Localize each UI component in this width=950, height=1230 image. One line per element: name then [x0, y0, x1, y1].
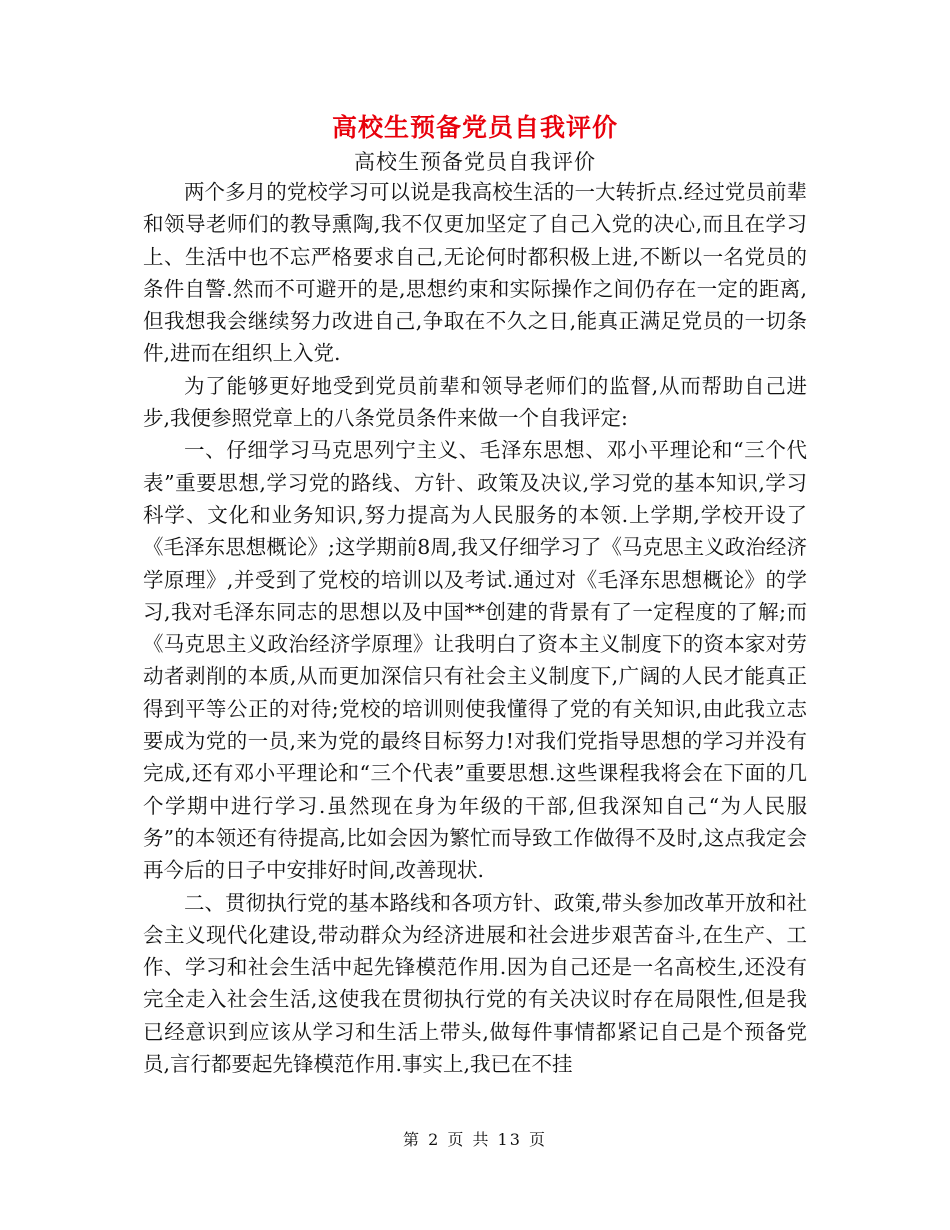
paragraph: 二、贯彻执行党的基本路线和各项方针、政策,带头参加改革开放和社会主义现代化建设,带动群众为经济进展和社会进步艰苦奋斗,在生产、工作、学习和社会生活中起先锋模范作用.因为自己还是一名高校生,还没有完全走入社会生活,这使我在贯彻执行党的有关决议时存在局限性,但是我已经意识到应该从学习和生活上带头,做每件事情都紧记自己是个预备党员,言行都要起先锋模范作用.事实上,我已在不挂 [143, 890, 807, 1077]
paragraph: 为了能够更好地受到党员前辈和领导老师们的监督,从而帮助自己进步,我便参照党章上的八条党员条件来做一个自我评定: [143, 373, 807, 431]
document-title: 高校生预备党员自我评价 [331, 113, 618, 142]
page-number-footer: 第 2 页 共 13 页 [403, 1130, 547, 1149]
document-subtitle: 高校生预备党员自我评价 [354, 150, 596, 174]
paragraph: 一、仔细学习马克思列宁主义、毛泽东思想、邓小平理论和“三个代表”重要思想,学习党的路线、方针、政策及决议,学习党的基本知识,学习科学、文化和业务知识,努力提高为人民服务的本领.上学期,学校开设了《毛泽东思想概论》;这学期前8周,我又仔细学习了《马克思主义政治经济学原理》,并受到了党校的培训以及考试.通过对《毛泽东思想概论》的学习,我对毛泽东同志的思想以及中国**创建的背景有了一定程度的了解;而《马克思主义政治经济学原理》让我明白了资本主义制度下的资本家对劳动者剥削的本质,从而更加深信只有社会主义制度下,广阔的人民才能真正得到平等公正的对待;党校的培训则使我懂得了党的有关知识,由此我立志要成为党的一员,来为党的最终目标努力!对我们党指导思想的学习并没有完成,还有邓小平理论和“三个代表”重要思想.这些课程我将会在下面的几个学期中进行学习.虽然现在身为年级的干部,但我深知自己“为人民服务”的本领还有待提高,比如会因为繁忙而导致工作做得不及时,这点我定会再今后的日子中安排好时间,改善现状. [143, 438, 807, 883]
paragraph: 两个多月的党校学习可以说是我高校生活的一大转折点.经过党员前辈和领导老师们的教导熏陶,我不仅更加坚定了自己入党的决心,而且在学习上、生活中也不忘严格要求自己,无论何时都积极上进,不断以一名党员的条件自警.然而不可避开的是,思想约束和实际操作之间仍存在一定的距离,但我想我会继续努力改进自己,争取在不久之日,能真正满足党员的一切条件,进而在组织上入党. [143, 180, 807, 366]
document-body [143, 176, 807, 1080]
